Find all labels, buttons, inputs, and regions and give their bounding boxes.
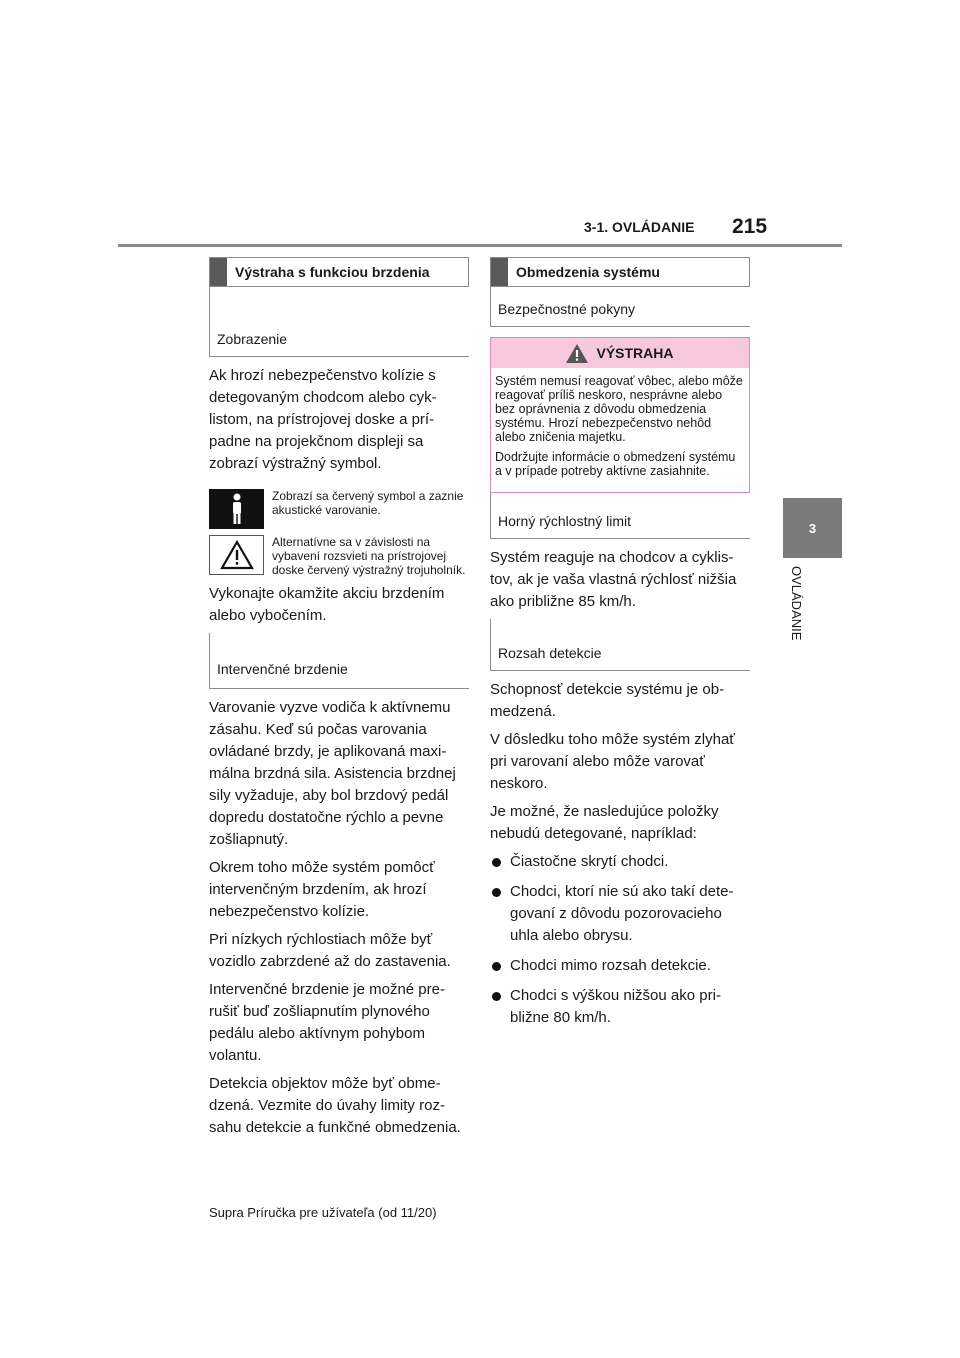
chapter-label: OVLÁDANIE (789, 566, 804, 641)
paragraph: Je možné, že nasledujúce položky nebudú detegované, napríklad: (490, 803, 719, 842)
warning-triangle-icon (209, 535, 264, 575)
subheading: Rozsah detekcie (490, 619, 750, 671)
header-rule (118, 244, 842, 247)
page-number: 215 (732, 215, 768, 238)
paragraph: Detekcia objektov môže byť obmedzená. Vezmite do úvahy limity rozsahu detekcie a funkčné obmedzenia. (209, 1075, 461, 1136)
section-header (490, 257, 750, 287)
subheading: Bezpečnostné pokyny (490, 287, 750, 327)
paragraph: Ak hrozí nebezpečenstvo kolízie s detegovaným chodcom alebo cyklistom, na prístrojovej doske a prípadne na projekčnom displeji sa zobrazí výstražný symbol. (209, 367, 437, 472)
chapter-number: 3 (808, 520, 817, 536)
list-item: Chodci, ktorí nie sú ako takí detegovaní z dôvodu pozorovacieho uhla alebo obrysu. (490, 881, 750, 947)
section-header (209, 257, 469, 287)
paragraph: Vykonajte okamžite akciu brzdením alebo vybočením. (209, 585, 445, 624)
paragraph: Intervenčné brzdenie je možné prerušiť buď zošliapnutím plynového pedálu alebo aktívnym pohybom volantu. (209, 981, 445, 1064)
left-column (209, 257, 469, 1145)
symbol-row-pedestrian (209, 489, 469, 529)
list-item: Čiastočne skrytí chodci. (490, 851, 750, 873)
warning-title: VÝSTRAHA (596, 345, 674, 361)
symbol-description: Alternatívne sa v závislosti na vybavení rozsvieti na prístrojovej doske červený výstražný trojuholník. (272, 535, 466, 577)
symbol-description: Zobrazí sa červený symbol a zaznie akustické varovanie. (272, 489, 464, 517)
section-header-title: Obmedzenia systému (516, 264, 660, 280)
chapter-tab (783, 498, 842, 558)
list-item: Chodci mimo rozsah detekcie. (490, 955, 750, 977)
warning-text: Systém nemusí reagovať vôbec, alebo môže reagovať príliš neskoro, nesprávne alebo bez oprávnenia z dôvodu obmedzenia systému. Hrozí nebezpečenstvo nehôd alebo zničenia majetku. (495, 374, 743, 444)
paragraph: Varovanie vyzve vodiča k aktívnemu zásahu. Keď sú počas varovania ovládané brzdy, je aplikovaná maximálna brzdná sila. Asistencia brzdnej sily vyžaduje, aby bol brzdový pedál dopredu dostatočne rýchlo a pevne zošliapnutý. (209, 699, 456, 848)
right-column (490, 257, 750, 1037)
warning-box (490, 337, 750, 493)
paragraph: Okrem toho môže systém pomôcť intervenčným brzdením, ak hrozí nebezpečenstvo kolízie. (209, 859, 435, 920)
warning-icon (566, 344, 588, 363)
paragraph: V dôsledku toho môže systém zlyhať pri varovaní alebo môže varovať neskoro. (490, 731, 735, 792)
subheading: Zobrazenie (209, 287, 469, 357)
section-header-title: Výstraha s funkciou brzdenia (235, 264, 430, 280)
subheading: Horný rýchlostný limit (490, 493, 750, 539)
paragraph: Systém reaguje na chodcov a cyklistov, ak je vaša vlastná rýchlosť nižšia ako približne 85 km/h. (490, 549, 737, 610)
section-bar (491, 258, 508, 286)
warning-body (491, 368, 749, 492)
symbol-row-triangle (209, 535, 469, 577)
footer-text: Supra Príručka pre užívateľa (od 11/20) (209, 1205, 437, 1220)
section-title: 3-1. OVLÁDANIE (584, 219, 695, 235)
paragraph: Pri nízkych rýchlostiach môže byť vozidlo zabrzdené až do zastavenia. (209, 931, 451, 970)
bullet-list (490, 851, 750, 1029)
warning-text: Dodržujte informácie o obmedzení systému a v prípade potreby aktívne zasiahnite. (495, 450, 736, 478)
section-bar (210, 258, 227, 286)
paragraph: Schopnosť detekcie systému je obmedzená. (490, 681, 725, 720)
warning-header (491, 338, 749, 368)
pedestrian-icon (209, 489, 264, 529)
list-item: Chodci s výškou nižšou ako približne 80 km/h. (490, 985, 750, 1029)
subheading: Intervenčné brzdenie (209, 633, 469, 689)
